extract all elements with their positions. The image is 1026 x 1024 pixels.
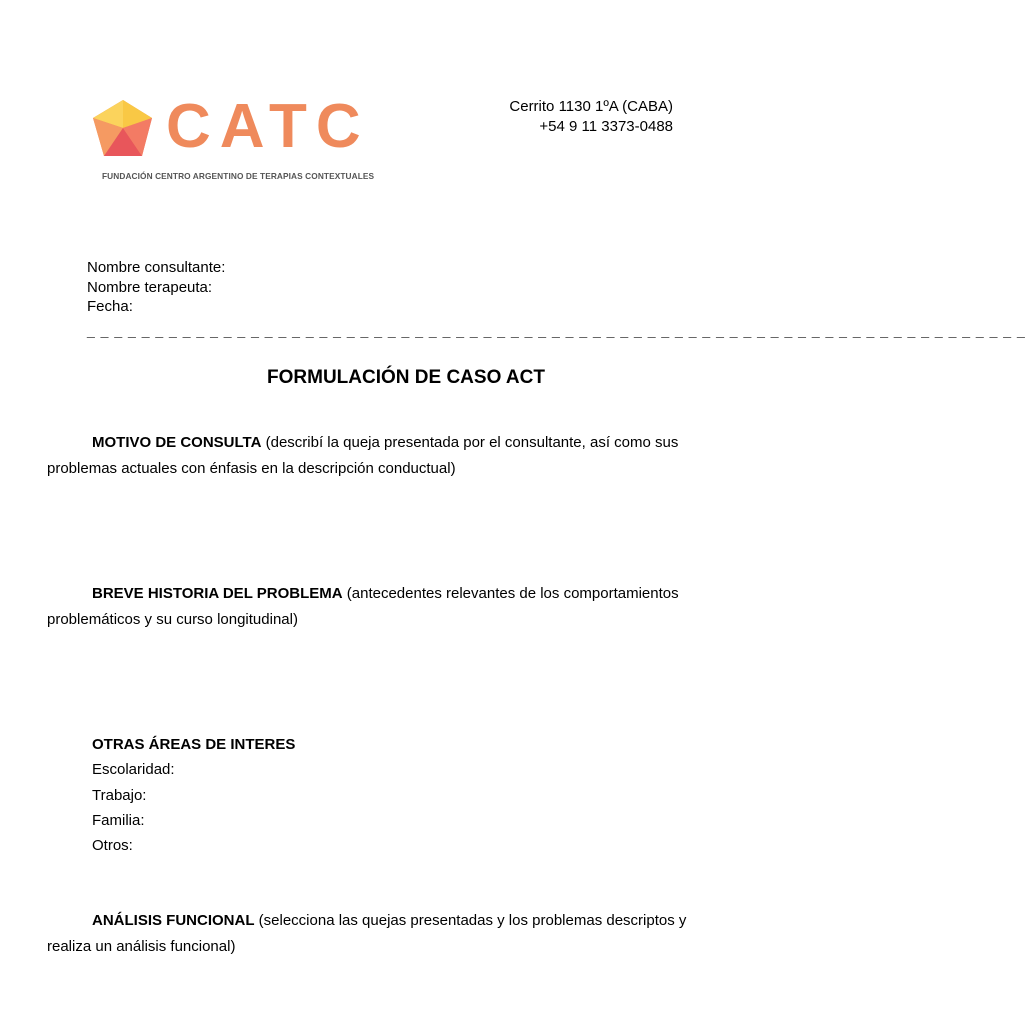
section-heading: BREVE HISTORIA DEL PROBLEMA bbox=[92, 585, 343, 602]
section-heading: OTRAS ÁREAS DE INTERES bbox=[92, 736, 296, 753]
list-item: Trabajo: bbox=[92, 786, 147, 804]
catc-logo bbox=[90, 92, 380, 188]
section-description: (selecciona las quejas presentadas y los problemas descriptos y realiza un análisis funcional) bbox=[47, 912, 687, 955]
dashed-divider: _ _ _ _ _ _ _ _ _ _ _ _ _ _ _ _ _ _ _ _ _ _ _ _ _ _ _ _ _ _ _ _ _ _ _ _ _ _ _ _ _ _ _ _ _ _ _ _ _ _ _ _ _ _ _ _ _ _ _ _ _ _ _ _ _ _ _ _ _ bbox=[87, 322, 1026, 338]
field-consultante: Nombre consultante: bbox=[87, 259, 226, 276]
phone-line: +54 9 11 3373-0488 bbox=[539, 117, 673, 135]
section-heading: MOTIVO DE CONSULTA bbox=[92, 434, 262, 451]
section-description: (describí la queja presentada por el consultante, así como sus problemas actuales con énfasis en la descripción conductual) bbox=[47, 434, 679, 477]
contact-info bbox=[509, 97, 673, 136]
list-item: Otros: bbox=[92, 837, 133, 855]
field-fecha: Fecha: bbox=[87, 298, 133, 315]
field-terapeuta: Nombre terapeuta: bbox=[87, 278, 213, 296]
section-historia bbox=[47, 581, 719, 632]
list-item: Familia: bbox=[92, 811, 145, 829]
logo-subtitle: FUNDACIÓN CENTRO ARGENTINO DE TERAPIAS CONTEXTUALES bbox=[102, 171, 375, 181]
document-title: FORMULACIÓN DE CASO ACT bbox=[267, 367, 545, 388]
list-item: Escolaridad: bbox=[92, 761, 175, 779]
logo-wordmark: CATC bbox=[166, 92, 370, 161]
section-description: (antecedentes relevantes de los comportamientos problemáticos y su curso longitudinal) bbox=[47, 585, 679, 628]
section-otras-areas bbox=[92, 732, 295, 858]
section-heading: ANÁLISIS FUNCIONAL bbox=[92, 912, 255, 929]
address-line: Cerrito 1130 1ºA (CABA) bbox=[509, 98, 673, 115]
section-motivo bbox=[47, 430, 719, 481]
pentagon-logo-icon bbox=[90, 98, 156, 160]
header-fields bbox=[87, 258, 225, 317]
section-analisis bbox=[47, 908, 719, 959]
